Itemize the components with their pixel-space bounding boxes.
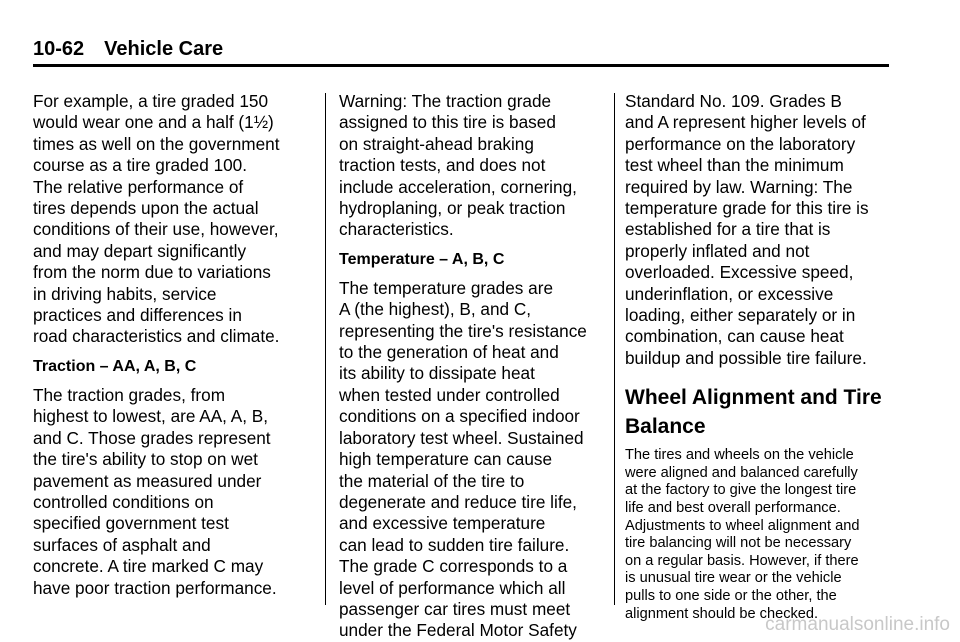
text-line: surfaces of asphalt and [33, 534, 211, 555]
text-line: and A represent higher levels of [625, 112, 866, 133]
page-header [33, 38, 223, 61]
text-line: the tire's ability to stop on wet [33, 449, 258, 470]
text-line: The tires and wheels on the vehicle [625, 447, 854, 464]
text-line: controlled conditions on [33, 491, 214, 512]
paragraph [339, 278, 611, 642]
text-line: alignment should be checked. [625, 605, 819, 622]
text-line: and excessive temperature [339, 513, 546, 534]
section-title: Vehicle Care [104, 38, 224, 60]
text-line: were aligned and balanced carefully [625, 464, 858, 481]
text-line: include acceleration, cornering, [339, 176, 577, 197]
text-line: tire balancing will not be necessary [625, 535, 852, 552]
page-number: 10-62 [33, 38, 85, 60]
text-line: For example, a tire graded 150 [33, 91, 269, 111]
text-line: The temperature grades are [339, 277, 554, 298]
text-line: high temperature can cause [339, 449, 553, 470]
text-line: characteristics. [339, 219, 454, 240]
text-line: Adjustments to wheel alignment and [625, 517, 860, 534]
text-line: A (the highest), B, and C, [339, 299, 532, 320]
text-line: performance on the laboratory [625, 133, 856, 154]
text-line: representing the tire's resistance [339, 320, 587, 341]
paragraph [33, 91, 315, 348]
paragraph [625, 91, 895, 369]
text-line: when tested under controlled [339, 384, 560, 405]
text-line: on straight-ahead braking [339, 133, 534, 154]
text-line: have poor traction performance. [33, 577, 277, 598]
text-line: combination, can cause heat [625, 326, 844, 347]
text-column-2 [339, 91, 611, 642]
text-line: degenerate and reduce tire life, [339, 491, 577, 512]
text-line: specified government test [33, 513, 229, 534]
text-line: The traction grades, from [33, 384, 226, 405]
paragraph [33, 385, 315, 599]
text-line: and C. Those grades represent [33, 427, 271, 448]
text-line: Balance [625, 415, 706, 439]
text-line: in driving habits, service [33, 283, 217, 304]
text-line: can lead to sudden tire failure. [339, 534, 570, 555]
text-line: buildup and possible tire failure. [625, 347, 867, 368]
text-line: level of performance which all [339, 577, 566, 598]
column-divider [325, 93, 326, 605]
text-line: required by law. Warning: The [625, 176, 853, 197]
text-line: to the generation of heat and [339, 342, 559, 363]
text-line: conditions of their use, however, [33, 219, 279, 240]
paragraph [625, 447, 895, 623]
text-line: tires depends upon the actual [33, 198, 259, 219]
text-line: highest to lowest, are AA, A, B, [33, 406, 269, 427]
watermark: carmanualsonline.info [765, 614, 950, 635]
text-column-1 [33, 91, 315, 599]
text-line: times as well on the government [33, 133, 280, 154]
text-line: overloaded. Excessive speed, [625, 262, 854, 283]
text-line: would wear one and a half (1½) [33, 112, 274, 133]
text-column-3 [625, 91, 895, 623]
text-line: established for a tire that is [625, 219, 831, 240]
text-line: the material of the tire to [339, 470, 525, 491]
text-line: Warning: The traction grade [339, 91, 552, 111]
paragraph [339, 91, 611, 241]
text-line: properly inflated and not [625, 240, 810, 261]
text-line: traction tests, and does not [339, 155, 546, 176]
text-line: passenger car tires must meet [339, 598, 571, 619]
text-line: test wheel than the minimum [625, 155, 844, 176]
text-line: road characteristics and climate. [33, 326, 280, 347]
text-line: laboratory test wheel. Sustained [339, 427, 584, 448]
text-line: is unusual tire wear or the vehicle [625, 570, 842, 587]
text-line: from the norm due to variations [33, 262, 271, 283]
text-line: under the Federal Motor Safety [339, 620, 577, 641]
text-line: temperature grade for this tire is [625, 198, 869, 219]
text-line: life and best overall performance. [625, 500, 841, 517]
text-line: The grade C corresponds to a [339, 556, 568, 577]
text-line: hydroplaning, or peak traction [339, 198, 566, 219]
text-line: pulls to one side or the other, the [625, 588, 837, 605]
text-line: loading, either separately or in [625, 305, 856, 326]
text-line: Wheel Alignment and Tire [625, 386, 882, 410]
text-line: underinflation, or excessive [625, 283, 834, 304]
text-line: at the factory to give the longest tire [625, 482, 857, 499]
text-line: conditions on a specified indoor [339, 406, 580, 427]
text-line: practices and differences in [33, 305, 242, 326]
text-line: and may depart significantly [33, 240, 247, 261]
text-line: pavement as measured under [33, 470, 262, 491]
column-divider [614, 93, 615, 605]
header-rule [33, 64, 889, 67]
text-line: Standard No. 109. Grades B [625, 91, 842, 111]
text-line: on a regular basis. However, if there [625, 552, 859, 569]
text-line: its ability to dissipate heat [339, 363, 535, 384]
subheading-traction: Traction – AA, A, B, C [33, 357, 197, 375]
section-heading [625, 383, 895, 441]
text-line: The relative performance of [33, 176, 244, 197]
text-line: assigned to this tire is based [339, 112, 556, 133]
subheading-temperature: Temperature – A, B, C [339, 250, 505, 268]
text-line: concrete. A tire marked C may [33, 556, 264, 577]
text-line: course as a tire graded 100. [33, 155, 248, 176]
